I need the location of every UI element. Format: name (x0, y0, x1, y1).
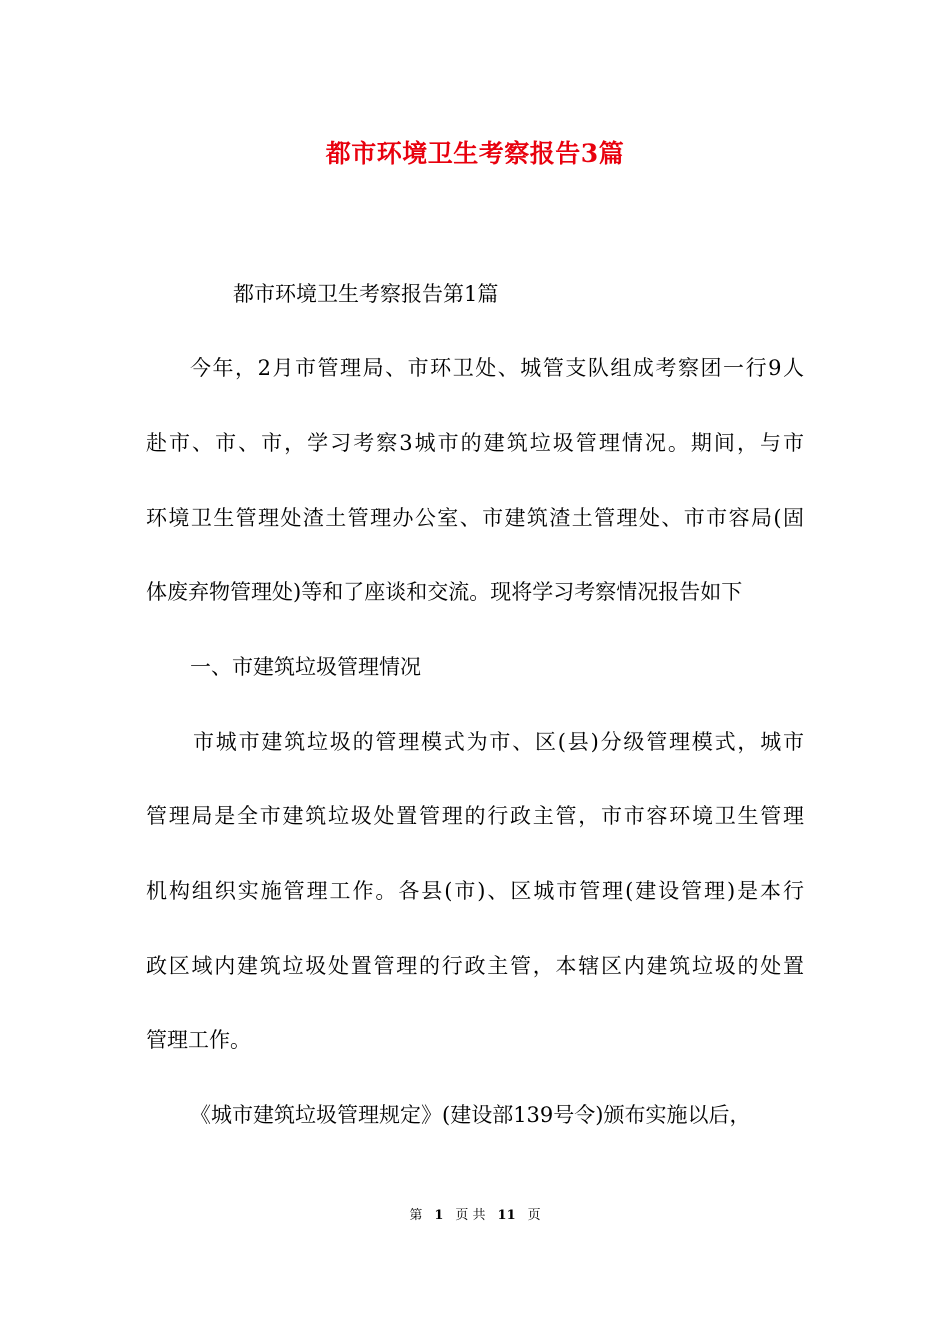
paragraph-line: 管理工作。 (146, 1028, 251, 1052)
paragraph-line: 今年，2月市管理局、市环卫处、城管支队组成考察团一行9人 (190, 356, 804, 380)
paragraph-line: 机构组织实施管理工作。各县(市)、区城市管理(建设管理)是本行 (146, 879, 804, 903)
paragraph-line: 环境卫生管理处渣土管理办公室、市建筑渣土管理处、市市容局(固 (146, 506, 804, 530)
footer-page-number: 1 (434, 1208, 444, 1223)
section-heading: 都市环境卫生考察报告第1篇 (233, 282, 499, 306)
document-title: 都市环境卫生考察报告3篇 (325, 139, 625, 168)
footer-page-prefix: 第 (409, 1208, 423, 1223)
paragraph-line: 赴市、市、市，学习考察3城市的建筑垃圾管理情况。期间，与市 (146, 431, 804, 455)
footer-page-middle: 页 共 (455, 1208, 486, 1223)
subsection-heading: 一、市建筑垃圾管理情况 (190, 655, 421, 679)
paragraph-line: 市城市建筑垃圾的管理模式为市、区(县)分级管理模式，城市 (193, 730, 804, 754)
paragraph-line: 《城市建筑垃圾管理规定》(建设部139号令)颁布实施以后， (190, 1103, 751, 1127)
paragraph-line: 体废弃物管理处)等和了座谈和交流。现将学习考察情况报告如下 (146, 580, 743, 604)
footer-page-suffix: 页 (527, 1208, 541, 1223)
footer-total-pages: 11 (497, 1208, 516, 1223)
paragraph-line: 管理局是全市建筑垃圾处置管理的行政主管，市市容环境卫生管理 (146, 804, 804, 828)
paragraph-line: 政区域内建筑垃圾处置管理的行政主管，本辖区内建筑垃圾的处置 (146, 954, 804, 978)
page-footer (0, 1206, 950, 1226)
